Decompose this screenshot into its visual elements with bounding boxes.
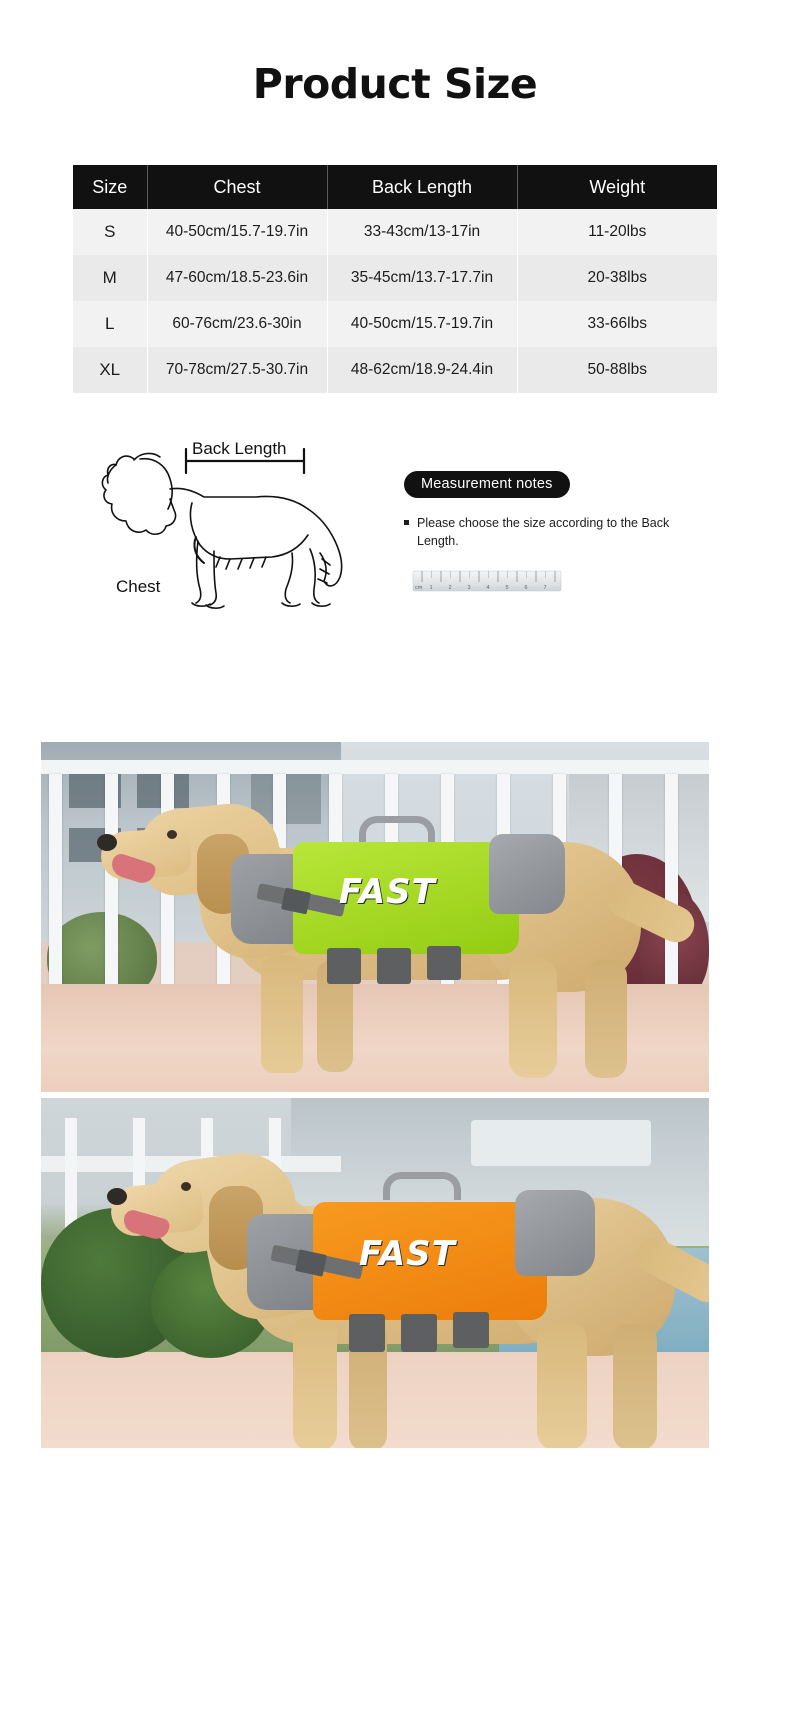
cell-back-length: 33-43cm/13-17in bbox=[327, 209, 517, 255]
dog-nose bbox=[107, 1188, 127, 1205]
vest-brand-text: FAST bbox=[339, 872, 436, 912]
cell-weight: 11-20lbs bbox=[517, 209, 717, 255]
vest-grab-handle bbox=[359, 816, 435, 842]
vest-rear-panel bbox=[515, 1190, 595, 1276]
dog-outline-diagram bbox=[96, 429, 356, 629]
product-photo-orange-vest bbox=[41, 1098, 709, 1448]
svg-text:3: 3 bbox=[467, 585, 471, 592]
page-title: Product Size bbox=[252, 60, 538, 108]
product-photo-green-vest bbox=[41, 742, 709, 1092]
bullet-icon bbox=[404, 520, 409, 525]
diagram-label-back-length: Back Length bbox=[192, 439, 287, 459]
cell-chest: 70-78cm/27.5-30.7in bbox=[147, 347, 327, 393]
dog-eye bbox=[167, 830, 177, 839]
vest-belly-strap bbox=[377, 948, 411, 984]
table-row bbox=[73, 301, 717, 347]
dog-hind-leg bbox=[613, 1324, 657, 1448]
dog-in-orange-vest bbox=[97, 1138, 697, 1448]
cell-back-length: 40-50cm/15.7-19.7in bbox=[327, 301, 517, 347]
cell-size: XL bbox=[73, 347, 147, 393]
cell-chest: 40-50cm/15.7-19.7in bbox=[147, 209, 327, 255]
vest-grab-handle bbox=[383, 1172, 461, 1200]
column-header-size: Size bbox=[73, 165, 147, 209]
svg-text:4: 4 bbox=[486, 585, 490, 592]
vest-belly-strap bbox=[327, 948, 361, 984]
column-header-back-length: Back Length bbox=[327, 165, 517, 209]
svg-text:1: 1 bbox=[429, 585, 433, 592]
size-table bbox=[73, 165, 717, 393]
table-row bbox=[73, 347, 717, 393]
diagram-label-chest: Chest bbox=[116, 577, 161, 597]
svg-text:7: 7 bbox=[543, 585, 547, 592]
cell-size: L bbox=[73, 301, 147, 347]
vest-belly-strap bbox=[401, 1314, 437, 1352]
table-row bbox=[73, 255, 717, 301]
cell-weight: 33-66lbs bbox=[517, 301, 717, 347]
vest-belly-strap bbox=[453, 1312, 489, 1348]
cell-weight: 50-88lbs bbox=[517, 347, 717, 393]
svg-text:cm: cm bbox=[415, 585, 423, 592]
ruler-illustration bbox=[412, 568, 562, 598]
table-header-row bbox=[73, 165, 717, 209]
measurement-notes bbox=[404, 471, 704, 603]
dog-in-green-vest bbox=[81, 790, 681, 1090]
vest-brand-text: FAST bbox=[359, 1234, 456, 1274]
dog-hind-leg bbox=[585, 960, 627, 1078]
table-row bbox=[73, 209, 717, 255]
vest-rear-panel bbox=[489, 834, 565, 914]
dog-nose bbox=[97, 834, 117, 851]
svg-text:6: 6 bbox=[524, 585, 528, 592]
note-text: Please choose the size according to the Back Length. bbox=[417, 516, 670, 549]
column-header-weight: Weight bbox=[517, 165, 717, 209]
cell-size: M bbox=[73, 255, 147, 301]
dog-eye bbox=[181, 1182, 191, 1191]
measurement-notes-badge: Measurement notes bbox=[404, 471, 570, 498]
life-vest-orange bbox=[247, 1178, 591, 1346]
measurement-section bbox=[0, 429, 790, 649]
vest-belly-strap bbox=[349, 1314, 385, 1352]
life-vest-green bbox=[231, 820, 561, 980]
cell-back-length: 35-45cm/13.7-17.7in bbox=[327, 255, 517, 301]
cell-chest: 47-60cm/18.5-23.6in bbox=[147, 255, 327, 301]
product-photo-gallery bbox=[41, 742, 709, 1448]
column-header-chest: Chest bbox=[147, 165, 327, 209]
cell-size: S bbox=[73, 209, 147, 255]
cell-chest: 60-76cm/23.6-30in bbox=[147, 301, 327, 347]
svg-text:5: 5 bbox=[505, 585, 509, 592]
note-item bbox=[404, 514, 704, 550]
svg-text:2: 2 bbox=[448, 585, 452, 592]
size-table-wrapper bbox=[73, 165, 717, 393]
cell-back-length: 48-62cm/18.9-24.4in bbox=[327, 347, 517, 393]
railing-baluster bbox=[49, 774, 62, 1016]
cell-weight: 20-38lbs bbox=[517, 255, 717, 301]
vest-belly-strap bbox=[427, 946, 461, 980]
